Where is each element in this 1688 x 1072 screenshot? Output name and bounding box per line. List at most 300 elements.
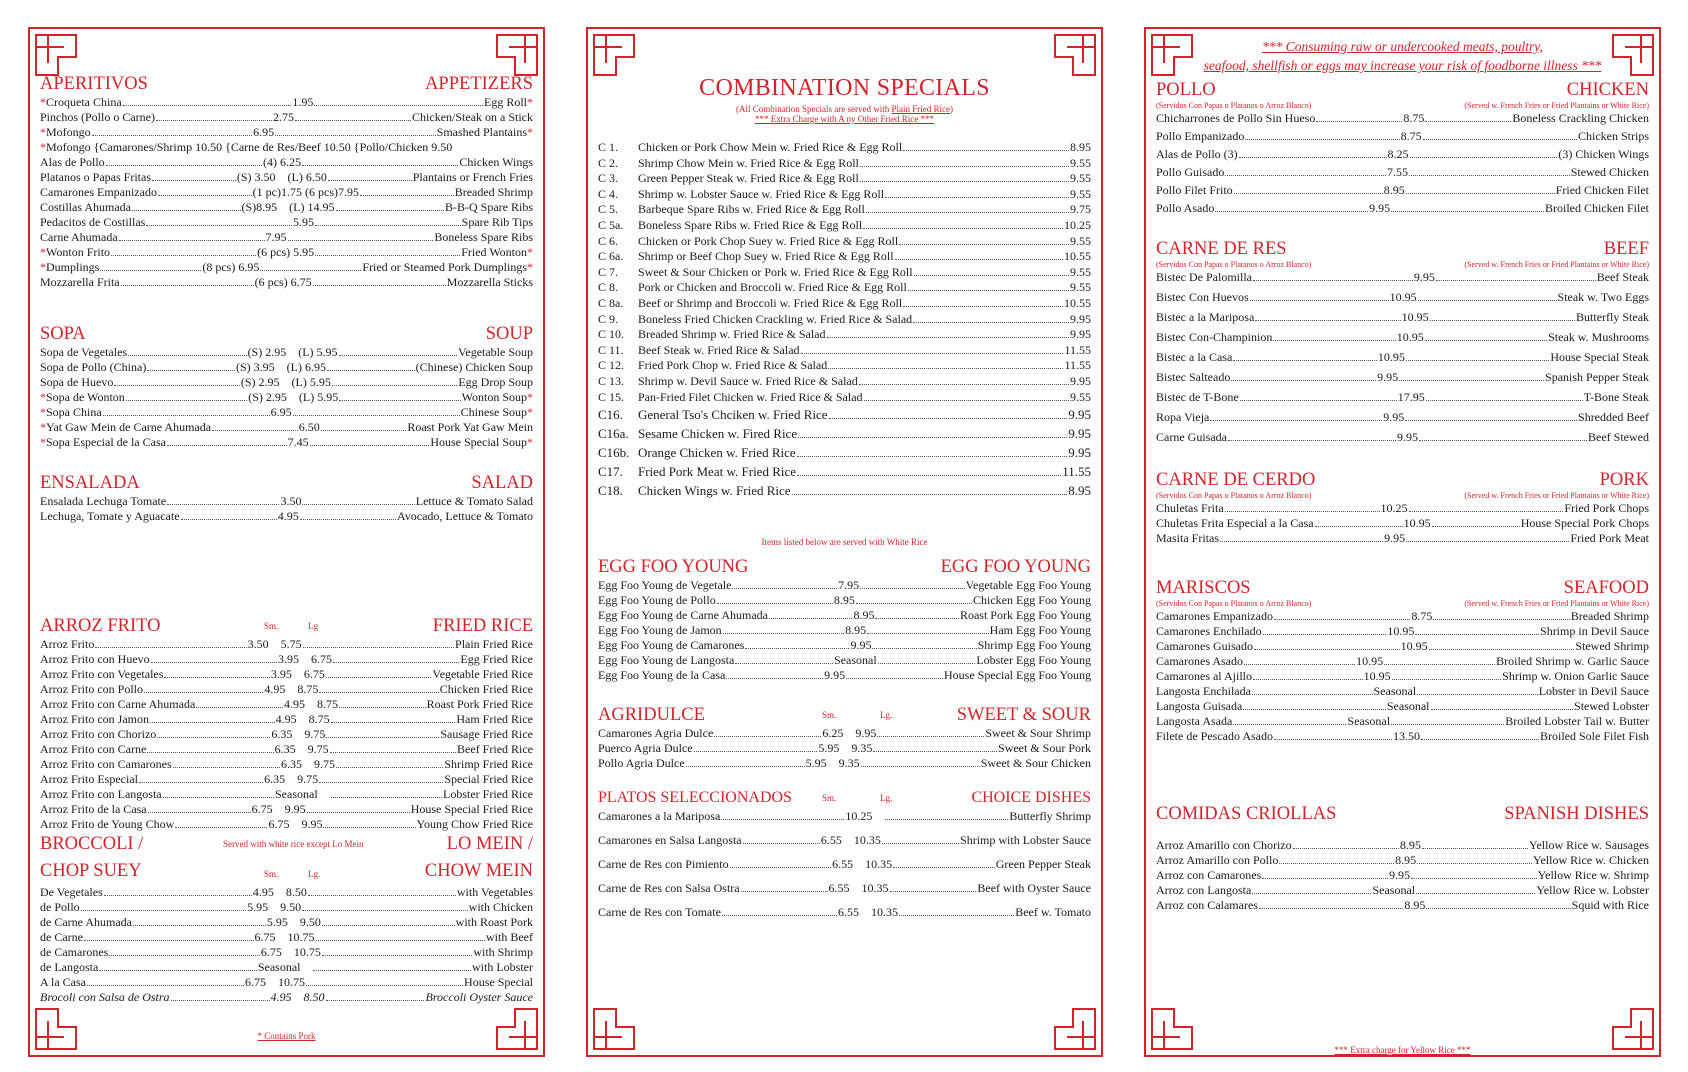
dot-leader bbox=[123, 104, 292, 106]
menu-item-name: Mofongo {Camarones/Shrimp 10.50 {Carne de Res/Beef 10.50 {Pollo/Chicken 9.50 bbox=[46, 140, 453, 154]
menu-item-english: Sausage Fried Rice bbox=[440, 727, 533, 741]
combo-price: 11.55 bbox=[1062, 464, 1091, 480]
dot-leader bbox=[872, 647, 976, 649]
menu-item-row bbox=[598, 623, 1091, 638]
dot-leader bbox=[314, 104, 483, 106]
menu-item-english: Smashed Plantains bbox=[436, 125, 527, 139]
section-heading bbox=[40, 831, 533, 885]
price-large: 9.95 bbox=[855, 726, 877, 740]
menu-item-row bbox=[1156, 165, 1649, 180]
dot-leader bbox=[260, 269, 361, 271]
price-large: 8.50 bbox=[303, 990, 325, 1004]
menu-item-name: Filete de Pescado Asado bbox=[1156, 729, 1273, 743]
combo-price: 9.95 bbox=[1070, 311, 1091, 326]
price-small: Seasonal bbox=[257, 960, 301, 974]
dot-leader bbox=[114, 384, 240, 386]
price-small: 6.95 bbox=[270, 405, 292, 419]
combo-description: Sweet & Sour Chicken or Pork w. Fried Rice & Egg Roll bbox=[638, 264, 913, 279]
pork-marker: * bbox=[527, 95, 534, 109]
dot-leader bbox=[1430, 319, 1575, 321]
menu-item-english: Green Pepper Steak bbox=[995, 857, 1091, 871]
price-small: 8.95 bbox=[1383, 183, 1405, 197]
dot-leader bbox=[288, 239, 434, 241]
price-small: 10.25 bbox=[1380, 501, 1408, 515]
dot-leader bbox=[111, 254, 256, 256]
price-large: 10.35 bbox=[861, 881, 889, 895]
menu-item-row bbox=[1156, 654, 1649, 669]
combo-description: Chicken or Pork Chow Mein w. Fried Rice & Egg Roll bbox=[638, 140, 903, 154]
dot-leader bbox=[100, 269, 201, 271]
dot-leader bbox=[87, 984, 244, 986]
dot-leader bbox=[157, 736, 270, 738]
menu-item-english: Yellow Rice w. Sausages bbox=[1529, 838, 1650, 852]
dot-leader bbox=[1225, 510, 1380, 512]
large-size-label: Lg. bbox=[308, 869, 321, 879]
dot-leader bbox=[1233, 723, 1346, 725]
price-small: 9.95 bbox=[1397, 430, 1418, 444]
price-small: Seasonal bbox=[275, 787, 318, 801]
price-small: 7.55 bbox=[1387, 165, 1409, 179]
price-small: 6.75 bbox=[251, 802, 273, 816]
menu-item-name: Costillas Ahumada bbox=[40, 200, 131, 214]
price-large: 10.75 bbox=[278, 975, 306, 989]
menu-item-row bbox=[1156, 501, 1649, 516]
menu-item-name: Arroz Frito de la Casa bbox=[40, 802, 147, 816]
menu-item-name: Pollo Asado bbox=[1156, 201, 1215, 215]
dot-leader bbox=[903, 149, 1069, 151]
dot-leader bbox=[163, 796, 274, 798]
dot-leader bbox=[133, 924, 266, 926]
menu-item-row bbox=[40, 95, 533, 110]
menu-item-name: Carne Ahumada bbox=[40, 230, 118, 244]
combo-description: Orange Chicken w. Fried Rice bbox=[638, 445, 796, 461]
menu-item-row bbox=[1156, 370, 1649, 385]
combo-row bbox=[598, 374, 1091, 390]
price-small: 5.95 bbox=[247, 900, 269, 914]
menu-item-name: de Pollo bbox=[40, 900, 80, 914]
dot-leader bbox=[899, 243, 1069, 245]
dot-leader bbox=[1418, 299, 1557, 301]
menu-item-english: with Lobster bbox=[472, 960, 533, 974]
menu-item-name: Sopa de Vegetales bbox=[40, 345, 128, 359]
price-small: 6.75 bbox=[245, 975, 267, 989]
dot-leader bbox=[1436, 279, 1596, 281]
dot-leader bbox=[303, 646, 454, 648]
dot-leader bbox=[1405, 419, 1577, 421]
dot-leader bbox=[339, 354, 457, 356]
heading-spanish: APERITIVOS bbox=[40, 74, 148, 94]
item-list bbox=[1156, 609, 1649, 744]
dot-leader bbox=[146, 224, 292, 226]
pork-marker: * bbox=[527, 260, 533, 274]
menu-item-row bbox=[598, 809, 1091, 824]
dot-leader bbox=[827, 336, 1069, 338]
dot-leader bbox=[322, 924, 455, 926]
pork-marker: * bbox=[527, 125, 533, 139]
price-small: 6.75 bbox=[260, 945, 282, 959]
egg-foo-young-section bbox=[598, 556, 1091, 683]
dot-leader bbox=[859, 383, 1069, 385]
dot-leader bbox=[856, 602, 972, 604]
price-small: 8.95 bbox=[1399, 838, 1421, 852]
combo-code: C16. bbox=[598, 407, 623, 423]
menu-item-english: House Special Egg Foo Young bbox=[944, 668, 1092, 682]
menu-item-name: A la Casa bbox=[40, 975, 86, 989]
corner-ornament-icon bbox=[592, 1007, 636, 1051]
combo-price: 10.55 bbox=[1064, 249, 1091, 264]
dot-leader bbox=[1409, 174, 1570, 176]
dot-leader bbox=[903, 305, 1063, 307]
menu-item-row bbox=[1156, 183, 1649, 198]
price-small: 4.95 bbox=[283, 697, 305, 711]
price-small: 6.35 bbox=[274, 742, 296, 756]
menu-item-row bbox=[40, 125, 533, 140]
dot-leader bbox=[339, 706, 426, 708]
dot-leader bbox=[99, 969, 257, 971]
dot-leader bbox=[732, 587, 837, 589]
menu-item-name: Camarones Empanizado bbox=[1156, 609, 1273, 623]
menu-item-row bbox=[1156, 699, 1649, 714]
price-small: 9.95 bbox=[1384, 531, 1406, 545]
combo-code: C 11. bbox=[598, 342, 624, 357]
dot-leader bbox=[293, 414, 460, 416]
price-large: 5.75 bbox=[280, 637, 302, 651]
dot-leader bbox=[360, 194, 454, 196]
dot-leader bbox=[167, 503, 279, 505]
menu-item-english: Wonton Soup bbox=[461, 390, 527, 404]
dot-leader bbox=[1431, 708, 1574, 710]
combo-description: Sesame Chicken w. Fired Rice bbox=[638, 426, 798, 442]
price-small: 8.95 bbox=[853, 608, 875, 622]
combo-code: C 1. bbox=[598, 140, 619, 154]
menu-item-row bbox=[40, 682, 533, 697]
dot-leader bbox=[319, 781, 443, 783]
dot-leader bbox=[860, 180, 1069, 182]
price-small: 7.45 bbox=[287, 435, 309, 449]
heading-spanish: ENSALADA bbox=[40, 473, 140, 493]
dot-leader bbox=[1409, 510, 1564, 512]
menu-item-english: Boneless Crackling Chicken bbox=[1512, 111, 1649, 125]
small-size-label: Sm. bbox=[264, 869, 279, 879]
dot-leader bbox=[313, 284, 446, 286]
page-title: COMBINATION SPECIALS bbox=[699, 75, 990, 101]
combo-price: 8.95 bbox=[1068, 483, 1091, 499]
price-small: 3.50 bbox=[280, 494, 302, 508]
dot-leader bbox=[867, 632, 988, 634]
dot-leader bbox=[121, 284, 254, 286]
dot-leader bbox=[104, 894, 252, 896]
combo-row bbox=[598, 140, 1091, 156]
menu-item-english: Stewed Shrimp bbox=[1575, 639, 1649, 653]
price-large: 9.75 bbox=[313, 757, 335, 771]
menu-item-name: Arroz con Langosta bbox=[1156, 883, 1252, 897]
menu-item-row bbox=[40, 390, 533, 405]
dot-leader bbox=[1253, 678, 1363, 680]
heading-spanish: MARISCOS bbox=[1156, 578, 1251, 598]
agridulce-section bbox=[598, 704, 1091, 771]
menu-item-english: Broiled Shrimp w. Garlic Sauce bbox=[1496, 654, 1649, 668]
menu-item-name: Langosta Enchilada bbox=[1156, 684, 1251, 698]
menu-item-english: Roast Pork Egg Foo Young bbox=[959, 608, 1091, 622]
menu-item-english: Fried Wonton bbox=[461, 245, 528, 259]
dot-leader bbox=[1391, 210, 1544, 212]
combo-row bbox=[598, 202, 1091, 218]
menu-panel-left bbox=[28, 27, 545, 1057]
menu-item-name: Sopa de Huevo bbox=[40, 375, 114, 389]
dot-leader bbox=[875, 617, 958, 619]
menu-item-english: Special Fried Rice bbox=[444, 772, 534, 786]
menu-item-name: Camarones al Ajillo bbox=[1156, 669, 1252, 683]
dot-leader bbox=[308, 894, 456, 896]
dot-leader bbox=[1293, 847, 1399, 849]
price-small: 6.55 bbox=[832, 857, 854, 871]
dot-leader bbox=[151, 661, 277, 663]
menu-item-english: House Special Steak bbox=[1550, 350, 1649, 364]
menu-item-name: Arroz Frito con Chorizo bbox=[40, 727, 157, 741]
price-small: 6.35 bbox=[264, 772, 286, 786]
dot-leader bbox=[332, 384, 458, 386]
price-small: 9.95 bbox=[850, 638, 872, 652]
combo-description: Chicken or Pork Chop Suey w. Fried Rice & Egg Roll bbox=[638, 233, 899, 248]
price-large: 9.50 bbox=[299, 915, 321, 929]
menu-item-english: Beef Fried Rice bbox=[457, 742, 534, 756]
combo-price: 9.55 bbox=[1070, 280, 1091, 295]
dot-leader bbox=[1259, 907, 1403, 909]
price-small: 6.55 bbox=[820, 833, 842, 847]
menu-item-row bbox=[1156, 430, 1649, 445]
item-list bbox=[598, 809, 1091, 920]
foodborne-warning bbox=[1156, 37, 1649, 75]
price-small: 10.95 bbox=[1387, 624, 1415, 638]
menu-item-name: Chuletas Frita bbox=[1156, 501, 1224, 515]
menu-item-english: Spanish Pepper Steak bbox=[1545, 370, 1650, 384]
price-small: 4.95 bbox=[275, 712, 297, 726]
menu-item-name: Masita Fritas bbox=[1156, 531, 1219, 545]
dot-leader bbox=[1252, 892, 1371, 894]
menu-panel-center bbox=[586, 27, 1103, 1057]
dot-leader bbox=[330, 751, 456, 753]
heading-english: BEEF bbox=[1603, 239, 1649, 259]
menu-item-english: Broiled Sole Filet Fish bbox=[1539, 729, 1649, 743]
section-heading bbox=[40, 73, 533, 95]
combo-code: C 12. bbox=[598, 358, 625, 373]
price-small: 4.95 bbox=[270, 990, 292, 1004]
menu-item-english: Shrimp Fried Rice bbox=[444, 757, 533, 771]
menu-item-english: with Vegetables bbox=[456, 885, 533, 899]
menu-item-english: Broiled Lobster Tail w. Butter bbox=[1505, 714, 1649, 728]
dot-leader bbox=[885, 196, 1069, 198]
dot-leader bbox=[1422, 847, 1528, 849]
menu-item-row bbox=[40, 420, 533, 435]
menu-item-name: Arroz Frito Especial bbox=[40, 772, 138, 786]
pork-marker: * bbox=[40, 420, 46, 434]
combo-rows-featured bbox=[598, 405, 1091, 500]
menu-item-row bbox=[598, 905, 1091, 920]
price-small: 5.95 bbox=[292, 215, 314, 229]
corner-ornament-icon bbox=[34, 1007, 78, 1051]
combo-code: C 5. bbox=[598, 202, 619, 217]
combo-row bbox=[598, 156, 1091, 172]
corner-ornament-icon bbox=[1611, 1007, 1655, 1051]
menu-item-name: Camarones en Salsa Langosta bbox=[598, 833, 742, 847]
price-small: 9.95 bbox=[1369, 201, 1391, 215]
dot-leader bbox=[1279, 862, 1394, 864]
menu-item-name: Sopa de Pollo (China) bbox=[40, 360, 147, 374]
menu-item-row bbox=[1156, 714, 1649, 729]
heading-english: EGG FOO YOUNG bbox=[940, 557, 1091, 577]
menu-item-row bbox=[40, 494, 533, 509]
dot-leader bbox=[1425, 120, 1511, 122]
combo-row bbox=[598, 424, 1091, 443]
price-small: 4.95 bbox=[264, 682, 286, 696]
menu-item-name: Langosta Guisada bbox=[1156, 699, 1243, 713]
menu-item-name: Puerco Agria Dulce bbox=[598, 741, 693, 755]
menu-item-row bbox=[40, 110, 533, 125]
combo-description: Boneless Spare Ribs w. Fried Rice & Egg Roll bbox=[638, 217, 863, 232]
price-large: 9.75 bbox=[297, 772, 319, 786]
menu-item-row bbox=[1156, 350, 1649, 365]
dot-leader bbox=[313, 969, 471, 971]
combo-code: C16b. bbox=[598, 445, 630, 461]
price-large: 10.35 bbox=[853, 833, 881, 847]
menu-item-english: Butterfly Shrimp bbox=[1009, 809, 1091, 823]
price-small: 6.35 bbox=[280, 757, 302, 771]
menu-item-row bbox=[1156, 390, 1649, 405]
menu-item-name: Camarones a la Mariposa bbox=[598, 809, 721, 823]
menu-item-row bbox=[40, 712, 533, 727]
menu-item-row bbox=[1156, 639, 1649, 654]
combo-row bbox=[598, 343, 1091, 359]
dot-leader bbox=[741, 890, 828, 892]
price-small: Seasonal bbox=[1372, 883, 1416, 897]
dot-leader bbox=[1263, 633, 1387, 635]
menu-item-row bbox=[1156, 516, 1649, 531]
price-small: 10.95 bbox=[1403, 516, 1431, 530]
dot-leader bbox=[722, 914, 837, 916]
dot-leader bbox=[1316, 120, 1402, 122]
menu-item-row bbox=[40, 435, 533, 450]
combo-description: Shrimp w. Devil Sauce w. Fried Rice & Salad bbox=[638, 373, 858, 388]
small-size-label: Sm. bbox=[822, 793, 837, 803]
menu-item-english: Shredded Beef bbox=[1578, 410, 1649, 424]
price-large: (L) 6.50 bbox=[287, 170, 327, 184]
price-small: (6 pcs) 5.95 bbox=[257, 245, 315, 259]
price-large: 9.50 bbox=[280, 900, 302, 914]
dot-leader bbox=[323, 826, 415, 828]
pork-marker: * bbox=[40, 125, 46, 139]
dot-leader bbox=[295, 119, 411, 121]
combo-price: 9.55 bbox=[1070, 171, 1091, 186]
price-small: (6 pcs) 6.75 bbox=[254, 275, 312, 289]
menu-item-row bbox=[1156, 883, 1649, 898]
menu-item-row bbox=[40, 375, 533, 390]
combo-description: Shrimp Chow Mein w. Fried Rice & Egg Roll bbox=[638, 155, 859, 170]
combo-code: C17. bbox=[598, 464, 623, 480]
menu-item-name: Dumplings bbox=[46, 260, 100, 274]
dot-leader bbox=[730, 866, 832, 868]
price-small: 3.95 bbox=[270, 667, 292, 681]
heading-english: FRIED RICE bbox=[432, 616, 533, 636]
menu-item-row bbox=[598, 857, 1091, 872]
dot-leader bbox=[1240, 399, 1397, 401]
combo-row bbox=[598, 171, 1091, 187]
dot-leader bbox=[171, 999, 270, 1001]
pork-marker: * bbox=[40, 95, 46, 109]
menu-item-english: Shrimp with Lobster Sauce bbox=[960, 833, 1092, 847]
heading-english: SOUP bbox=[485, 324, 533, 344]
menu-item-name: Lechuga, Tomate y Aguacate bbox=[40, 509, 180, 523]
section-heading bbox=[1156, 803, 1649, 825]
menu-item-row bbox=[40, 960, 533, 975]
dot-leader bbox=[132, 209, 241, 211]
combo-code: C 7. bbox=[598, 264, 619, 279]
combo-code: C 6a. bbox=[598, 249, 624, 264]
dot-leader bbox=[144, 691, 263, 693]
dot-leader bbox=[150, 721, 275, 723]
price-small: 9.95 bbox=[1388, 868, 1410, 882]
menu-item-name: Arroz con Calamares bbox=[1156, 898, 1258, 912]
combo-code: C 5a. bbox=[598, 217, 624, 232]
pork-footnote: * Contains Pork bbox=[257, 1031, 316, 1041]
dot-leader bbox=[899, 914, 1014, 916]
dot-leader bbox=[769, 617, 852, 619]
price-small: (S) 2.95 bbox=[247, 345, 287, 359]
menu-item-row bbox=[598, 668, 1091, 683]
menu-item-name: Pollo Empanizado bbox=[1156, 129, 1245, 143]
dot-leader bbox=[326, 736, 439, 738]
price-small: 1.95 bbox=[292, 95, 314, 109]
menu-item-english: Shrimp Egg Foo Young bbox=[977, 638, 1091, 652]
menu-item-name: Arroz Frito bbox=[40, 637, 95, 651]
price-small: 3.95 bbox=[278, 652, 299, 666]
combo-row bbox=[598, 390, 1091, 406]
combo-price: 9.55 bbox=[1070, 264, 1091, 279]
menu-item-row bbox=[40, 215, 533, 230]
menu-item-english: Beef w. Tomato bbox=[1015, 905, 1091, 919]
menu-item-english: Fried Pork Chops bbox=[1564, 501, 1650, 515]
heading-english: LO MEIN / CHOW MEIN bbox=[424, 834, 533, 881]
pork-marker: * bbox=[40, 245, 46, 259]
menu-item-name: Chicharrones de Pollo Sin Hueso bbox=[1156, 111, 1316, 125]
combo-row bbox=[598, 312, 1091, 328]
menu-item-name: Yat Gaw Mein de Carne Ahumada bbox=[46, 420, 212, 434]
price-small: 8.75 bbox=[1403, 111, 1425, 125]
combo-code: C 8. bbox=[598, 280, 619, 295]
menu-item-row bbox=[40, 405, 533, 420]
dot-leader bbox=[315, 224, 461, 226]
menu-item-name: Pollo Guisado bbox=[1156, 165, 1225, 179]
menu-item-english: with Roast Pork bbox=[455, 915, 533, 929]
menu-item-name: Arroz Amarillo con Chorizo bbox=[1156, 838, 1292, 852]
heading-english: CHOICE DISHES bbox=[971, 789, 1091, 806]
heading-spanish: BROCCOLI / CHOP SUEY bbox=[40, 834, 144, 881]
menu-item-name: de Camarones bbox=[40, 945, 109, 959]
menu-item-name: Brocoli con Salsa de Ostra bbox=[40, 990, 170, 1004]
section-heading bbox=[598, 787, 1091, 809]
section-subheading: (Servidos Con Papas o Platanos o Arroz Blanco) (Served w. French Fries or Fried Plantains or White Rice) bbox=[1156, 491, 1649, 500]
dot-leader bbox=[1391, 723, 1504, 725]
menu-item-english: (Chinese) Chicken Soup bbox=[415, 360, 533, 374]
white-rice-note: Items listed below are served with White Rice bbox=[761, 537, 928, 547]
combo-price: 9.55 bbox=[1070, 155, 1091, 170]
pork-marker: * bbox=[40, 405, 46, 419]
price-large: 8.75 bbox=[297, 682, 319, 696]
carne-de-cerdo-section bbox=[1156, 469, 1649, 546]
dot-leader bbox=[181, 518, 277, 520]
dot-leader bbox=[103, 414, 270, 416]
dot-leader bbox=[861, 765, 980, 767]
combo-description: Fried Pork Meat w. Fried Rice bbox=[638, 464, 797, 480]
